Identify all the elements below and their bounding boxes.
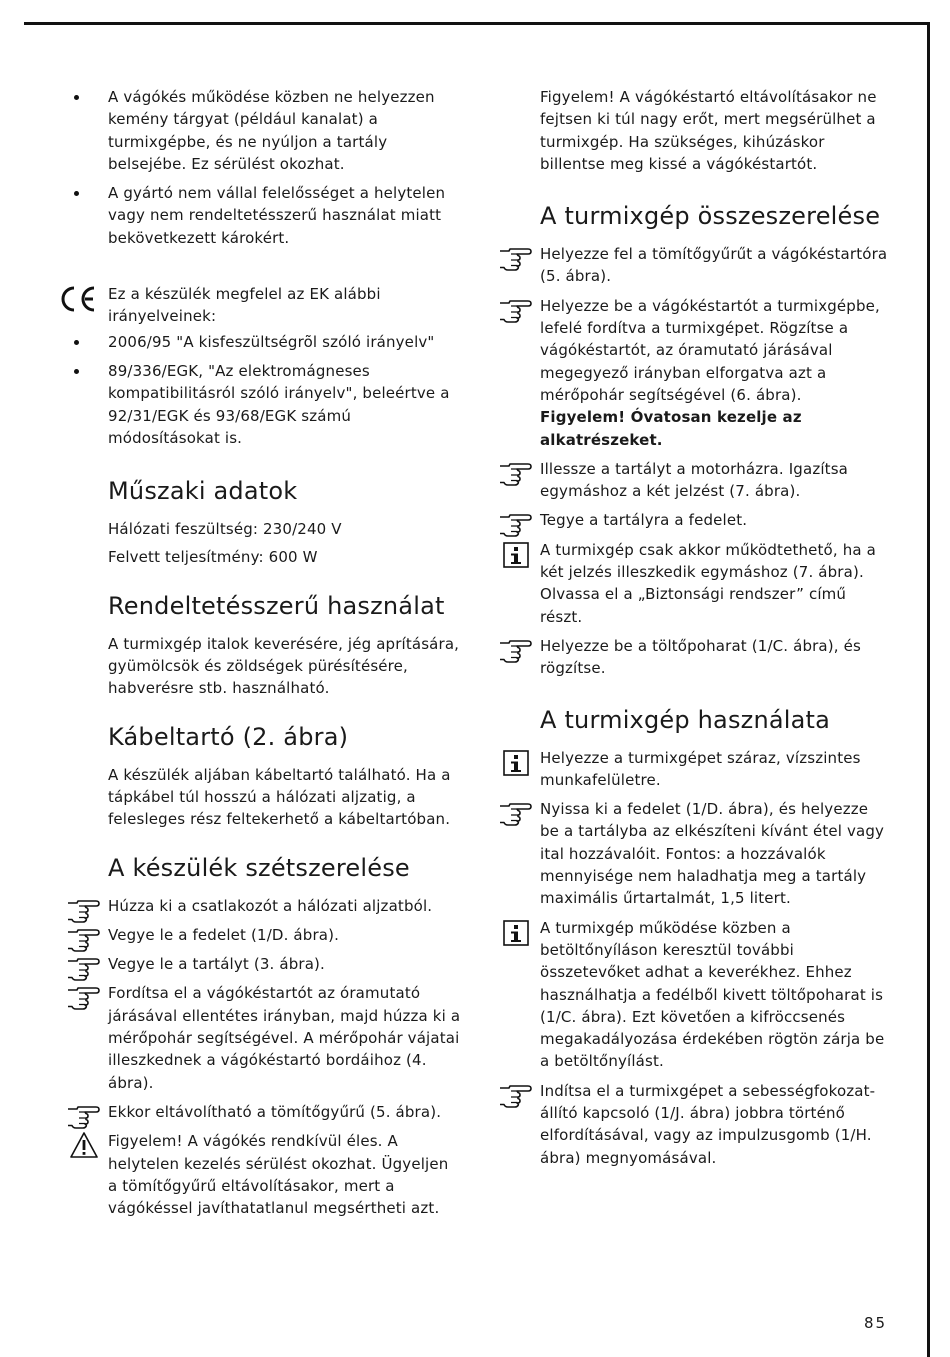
warning-triangle-icon — [66, 1131, 102, 1159]
list-item: Húzza ki a csatlakozót a hálózati aljzatból. — [66, 895, 461, 917]
list-item: Vegye le a fedelet (1/D. ábra). — [66, 924, 461, 946]
pointing-hand-icon — [66, 925, 102, 953]
pointing-hand-icon — [498, 296, 534, 324]
bullet-icon — [74, 95, 79, 100]
bold-warning: Figyelem! Óvatosan kezelje az alkatrészeket. — [540, 408, 802, 449]
list-item: A vágókés működése közben ne helyezzen kemény tárgyat (például kanalat) a turmixgépbe, és ne nyúljon a tartály belsejébe. Ez sérülést okozhat. — [66, 86, 461, 175]
section-title-disassembly: A készülék szétszerelése — [108, 853, 410, 882]
list-item: 89/336/EGK, "Az elektromágneses kompatibilitásról szóló irányelv", beleértve a 92/31/EGK és 93/68/EGK számú módosításokat is. — [66, 360, 461, 449]
page-number: 85 — [864, 1314, 888, 1332]
intro-text: Figyelem! A vágókéstartó eltávolításakor ne fejtsen ki túl nagy erőt, mert megsérülhet a turmixgép. Ha szükséges, kihúzáskor billentse meg kissé a vágókéstartót. — [540, 88, 877, 173]
list-item: Tegye a tartályra a fedelet. — [498, 509, 890, 531]
list-item: Fordítsa el a vágókéstartót az óramutató járásával ellentétes irányban, majd húzza ki a mérőpohár segítségével. A mérőpohár vájatai illeszkednek a vágókéstartó bordáihoz (4. ábra). — [66, 982, 461, 1093]
list-item: Indítsa el a turmixgépet a sebességfokozat-állító kapcsoló (1/J. ábra) jobbra történő elfordításával, vagy az impulzusgomb (1/H. ábra) megnyomásával. — [498, 1080, 890, 1169]
pointing-hand-icon — [498, 636, 534, 664]
ce-mark-icon — [56, 285, 100, 313]
info-note: A turmixgép csak akkor működtethető, ha a két jelzés illeszkedik egymáshoz (7. ábra). Olvassa el a „Biztonsági rendszer” című részt. — [498, 539, 890, 628]
page-frame-right — [927, 22, 930, 1357]
pointing-hand-icon — [66, 983, 102, 1011]
list-item: Nyissa ki a fedelet (1/D. ábra), és helyezze be a tartályba az elkészíteni kívánt étel vagy ital hozzávalóit. Fontos: a hozzávalók mennyisége nem haladhatja meg a tartály maximális űrtartalmát, 1,5 litert. — [498, 798, 890, 909]
info-note: A turmixgép működése közben a betöltőnyíláson keresztül további összetevőket adhat a keverékhez. Ehhez használhatja a fedélből kivett töltőpoharat is (1/C. ábra). Ezt követően a kifröccsenés megakadályozása érdekében rögtön zárja be a betöltőnyílást. — [498, 917, 890, 1073]
list-item: Helyezze fel a tömítőgyűrűt a vágókéstartóra (5. ábra). — [498, 243, 890, 288]
list-item: Helyezze be a töltőpoharat (1/C. ábra), és rögzítse. — [498, 635, 890, 680]
pointing-hand-icon — [498, 244, 534, 272]
pointing-hand-icon — [66, 954, 102, 982]
list-item: Illessze a tartályt a motorházra. Igazítsa egymáshoz a két jelzést (7. ábra). — [498, 458, 890, 503]
pointing-hand-icon — [498, 459, 534, 487]
info-note: Helyezze a turmixgépet száraz, vízszintes munkafelületre. — [498, 747, 890, 792]
tech-voltage: Hálózati feszültség: 230/240 V — [108, 520, 342, 539]
list-item: Vegye le a tartályt (3. ábra). — [66, 953, 461, 975]
warning-note: Figyelem! A vágókés rendkívül éles. A helytelen kezelés sérülést okozhat. Ügyeljen a tömítőgyűrű eltávolításakor, mert a vágókéssel javíthatatlanul megsértheti azt. — [66, 1130, 461, 1219]
info-icon — [498, 920, 534, 946]
cable-text: A készülék aljában kábeltartó található. Ha a tápkábel túl hosszú a hálózati aljzatig, a felesleges rész feltekerhető a kábeltartóban. — [108, 765, 451, 829]
pointing-hand-icon — [498, 799, 534, 827]
list-item: Ekkor eltávolítható a tömítőgyűrű (5. ábra). — [66, 1101, 461, 1123]
bullet-icon — [74, 191, 79, 196]
right-column — [498, 86, 890, 1176]
pointing-hand-icon — [66, 896, 102, 924]
use-text: A turmixgép italok keverésére, jég aprítására, gyümölcsök és zöldségek pürésítésére, habverésre stb. használható. — [108, 634, 460, 698]
bullet-icon — [74, 369, 79, 374]
pointing-hand-icon — [66, 1102, 102, 1130]
info-icon — [498, 542, 534, 568]
section-title-cable: Kábeltartó (2. ábra) — [108, 722, 349, 751]
list-item: 2006/95 "A kisfeszültségrõl szóló irányelv" — [66, 331, 461, 353]
ce-declaration: Ez a készülék megfelel az EK alábbi irányelveinek: — [66, 283, 461, 328]
page-frame-top — [24, 22, 930, 25]
left-column — [66, 86, 461, 1226]
section-title-usage: A turmixgép használata — [540, 705, 831, 734]
info-icon — [498, 750, 534, 776]
list-item: A gyártó nem vállal felelősséget a helytelen vagy nem rendeltetésszerű használat miatt bekövetkezett károkért. — [66, 182, 461, 249]
section-title-assembly: A turmixgép összeszerelése — [540, 202, 881, 231]
pointing-hand-icon — [498, 1081, 534, 1109]
list-item: Helyezze be a vágókéstartót a turmixgépbe, lefelé fordítva a turmixgépet. Rögzítse a vágókéstartót, az óramutató járásával megegyező irányban elforgatva azt a mérőpohár segítségével (6. ábra). Figyelem! Óvatosan kezelje az alkatrészeket. — [498, 295, 890, 451]
section-title-tech: Műszaki adatok — [108, 477, 298, 506]
pointing-hand-icon — [498, 510, 534, 538]
tech-power: Felvett teljesítmény: 600 W — [108, 548, 318, 567]
bullet-icon — [74, 340, 79, 345]
section-title-use: Rendeltetésszerű használat — [108, 591, 445, 620]
